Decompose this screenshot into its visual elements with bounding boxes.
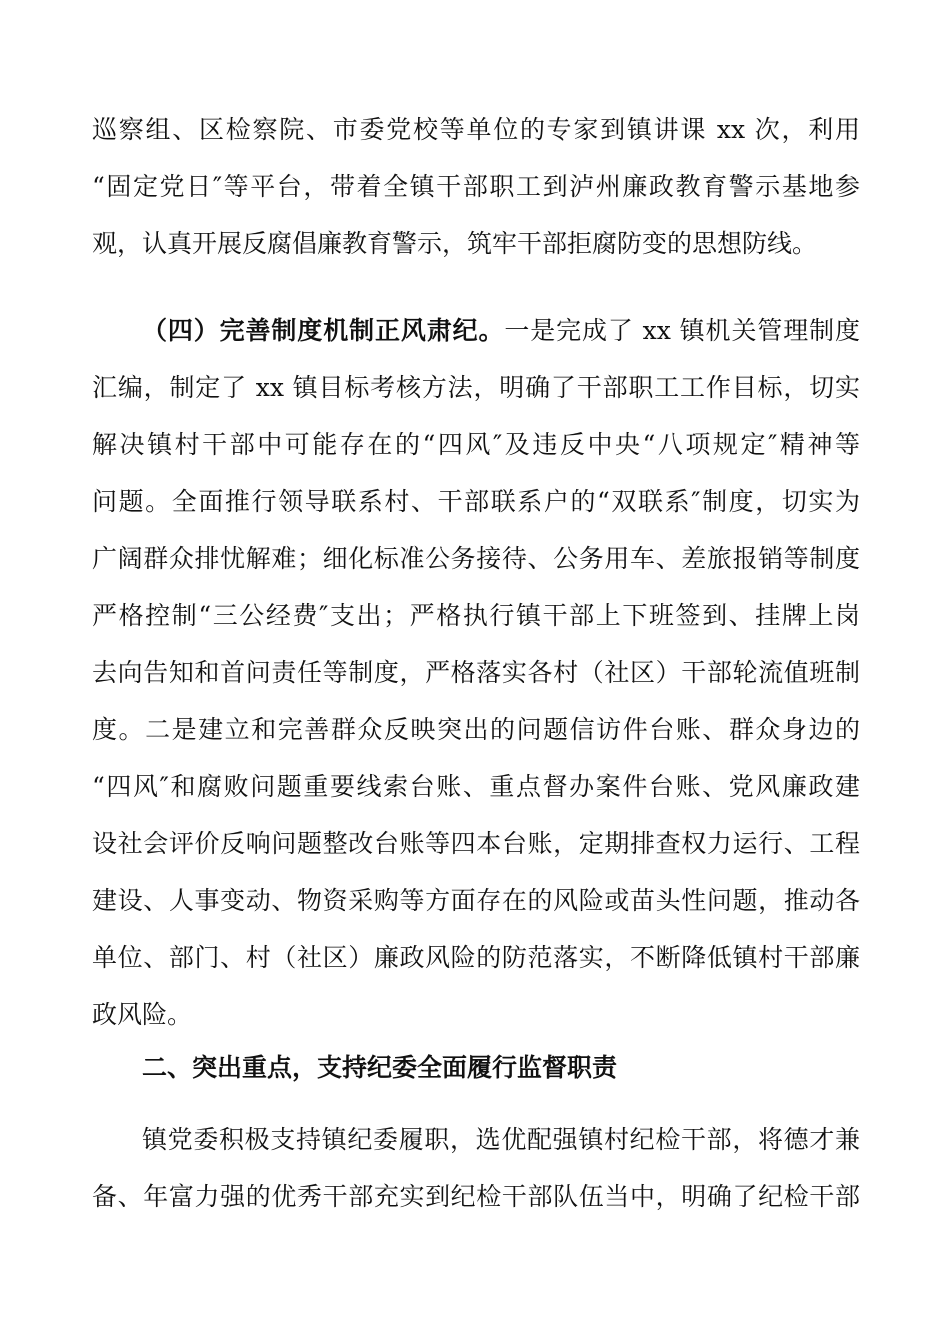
paragraph-2-lead-text: 一是完成了 xx 镇机关管理制度 — [504, 316, 860, 345]
paragraph-2-line-8: 度。二是建立和完善群众反映突出的问题信访件台账、群众身边的 — [92, 715, 860, 744]
paragraph-2-line-11: 建设、人事变动、物资采购等方面存在的风险或苗头性问题，推动各 — [92, 886, 860, 915]
paragraph-2-line-13: 政风险。 — [92, 1000, 193, 1029]
paragraph-2-line-2: 汇编，制定了 xx 镇目标考核方法，明确了干部职工工作目标，切实 — [92, 373, 860, 402]
paragraph-2-line-4: 问题。全面推行领导联系村、干部联系户的“双联系″制度，切实为 — [92, 487, 860, 516]
paragraph-2-line-3: 解决镇村干部中可能存在的“四风″及违反中央“八项规定″精神等 — [92, 430, 860, 459]
paragraph-2-line-9: “四风″和腐败问题重要线索台账、重点督办案件台账、党风廉政建 — [92, 772, 860, 801]
section-heading: 二、突出重点，支持纪委全面履行监督职责 — [142, 1053, 618, 1082]
paragraph-3-line-1: 镇党委积极支持镇纪委履职，选优配强镇村纪检干部，将德才兼 — [142, 1125, 860, 1154]
paragraph-1-line-2: “固定党日″等平台，带着全镇干部职工到泸州廉政教育警示基地参 — [92, 172, 860, 201]
paragraph-2-lead-heading: （四）完善制度机制正风肃纪。 — [142, 316, 505, 345]
paragraph-2-line-12: 单位、部门、村（社区）廉政风险的防范落实，不断降低镇村干部廉 — [92, 943, 860, 972]
paragraph-2-line-10: 设社会评价反响问题整改台账等四本台账，定期排查权力运行、工程 — [92, 829, 860, 858]
paragraph-3-line-2: 备、年富力强的优秀干部充实到纪检干部队伍当中，明确了纪检干部 — [92, 1182, 860, 1211]
paragraph-2-line-7: 去向告知和首问责任等制度，严格落实各村（社区）干部轮流值班制 — [92, 658, 860, 687]
paragraph-2-line-5: 广阔群众排忧解难；细化标准公务接待、公务用车、差旅报销等制度 — [92, 544, 860, 573]
paragraph-1-line-1: 巡察组、区检察院、市委党校等单位的专家到镇讲课 xx 次，利用 — [92, 115, 860, 144]
paragraph-2-line-6: 严格控制“三公经费″支出；严格执行镇干部上下班签到、挂牌上岗 — [92, 601, 860, 630]
paragraph-2-line-1 — [142, 315, 860, 347]
paragraph-1-line-3: 观，认真开展反腐倡廉教育警示，筑牢干部拒腐防变的思想防线。 — [92, 229, 818, 258]
